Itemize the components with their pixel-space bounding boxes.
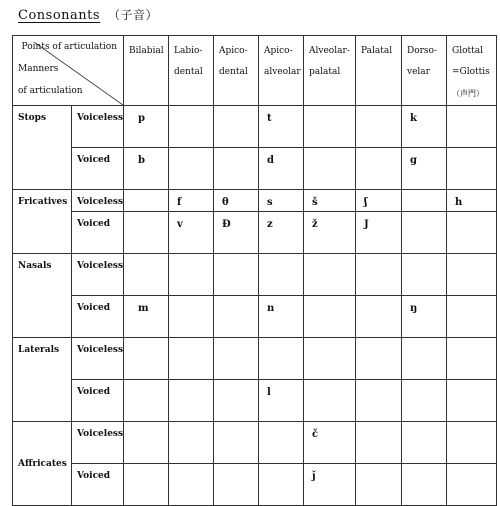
table-row	[13, 254, 497, 296]
page-title	[18, 6, 158, 23]
column-header	[304, 36, 356, 106]
symbol-cell	[447, 212, 497, 254]
symbol-cell	[124, 422, 169, 464]
manner-label: Nasals	[13, 254, 72, 338]
column-header-line3: （声門）	[452, 89, 484, 98]
symbol-cell: t	[259, 106, 304, 148]
column-header-line2: palatal	[309, 67, 341, 77]
column-header-line1: Alveolar-	[309, 46, 350, 56]
voiceless-label: Voiceless	[72, 190, 124, 212]
column-header-line1: Labio-	[174, 46, 203, 56]
symbol-cell	[124, 212, 169, 254]
symbol-cell	[356, 148, 402, 190]
symbol-cell	[447, 148, 497, 190]
symbol-cell	[402, 422, 447, 464]
table-row	[13, 338, 497, 380]
symbol-cell	[356, 338, 402, 380]
symbol-cell	[402, 464, 447, 506]
symbol-cell	[124, 190, 169, 212]
symbol-cell: h	[447, 190, 497, 212]
symbol-cell	[214, 106, 259, 148]
table-row	[13, 212, 497, 254]
symbol-cell	[169, 296, 214, 338]
manners-label: Manners	[18, 64, 59, 74]
symbol-cell	[169, 106, 214, 148]
column-header	[356, 36, 402, 106]
symbol-cell: d	[259, 148, 304, 190]
column-header-line2: dental	[174, 67, 203, 77]
symbol-cell: Đ	[214, 212, 259, 254]
column-header	[402, 36, 447, 106]
symbol-cell	[304, 380, 356, 422]
voiceless-label: Voiceless	[72, 422, 124, 464]
symbol-cell: č	[304, 422, 356, 464]
symbol-cell	[402, 190, 447, 212]
symbol-cell	[402, 380, 447, 422]
symbol-cell: ž	[304, 212, 356, 254]
symbol-cell	[304, 148, 356, 190]
symbol-cell	[402, 338, 447, 380]
voiced-label: Voiced	[72, 148, 124, 190]
symbol-cell	[447, 380, 497, 422]
symbol-cell	[214, 338, 259, 380]
symbol-cell: g	[402, 148, 447, 190]
header-row	[13, 36, 497, 106]
symbol-cell	[259, 254, 304, 296]
symbol-cell: z	[259, 212, 304, 254]
symbol-cell	[447, 296, 497, 338]
table-row	[13, 422, 497, 464]
symbol-cell	[169, 380, 214, 422]
column-header	[169, 36, 214, 106]
symbol-cell: ŋ	[402, 296, 447, 338]
symbol-cell: J	[356, 212, 402, 254]
voiced-label: Voiced	[72, 380, 124, 422]
symbol-cell	[356, 380, 402, 422]
symbol-cell	[447, 338, 497, 380]
symbol-cell	[169, 422, 214, 464]
corner-cell	[13, 36, 124, 106]
manner-label: Fricatives	[13, 190, 72, 254]
column-header-line2: =Glottis	[452, 67, 490, 77]
symbol-cell	[356, 296, 402, 338]
symbol-cell	[259, 422, 304, 464]
voiceless-label: Voiceless	[72, 106, 124, 148]
symbol-cell	[214, 464, 259, 506]
column-header-line1: Bilabial	[129, 46, 164, 56]
column-header-line1: Apico-	[264, 46, 293, 56]
symbol-cell: f	[169, 190, 214, 212]
symbol-cell	[169, 338, 214, 380]
column-header	[124, 36, 169, 106]
symbol-cell: m	[124, 296, 169, 338]
symbol-cell	[447, 106, 497, 148]
symbol-cell	[259, 464, 304, 506]
manner-label: Stops	[13, 106, 72, 190]
voiceless-label: Voiceless	[72, 254, 124, 296]
title-english: Consonants	[18, 8, 101, 23]
symbol-cell	[124, 338, 169, 380]
symbol-cell	[447, 254, 497, 296]
table-row	[13, 464, 497, 506]
table-row	[13, 380, 497, 422]
manner-label: Laterals	[13, 338, 72, 422]
symbol-cell: s	[259, 190, 304, 212]
manner-label: Affricates	[13, 422, 72, 506]
symbol-cell	[169, 254, 214, 296]
symbol-cell: ʃ	[356, 190, 402, 212]
table-row	[13, 148, 497, 190]
symbol-cell	[447, 422, 497, 464]
symbol-cell	[124, 380, 169, 422]
column-header-line2: dental	[219, 67, 248, 77]
symbol-cell	[356, 464, 402, 506]
symbol-cell: v	[169, 212, 214, 254]
symbol-cell	[214, 148, 259, 190]
symbol-cell: k	[402, 106, 447, 148]
symbol-cell	[124, 254, 169, 296]
column-header-line1: Apico-	[219, 46, 248, 56]
symbol-cell: l	[259, 380, 304, 422]
table-row	[13, 190, 497, 212]
points-of-articulation-label: Points of articulation	[21, 42, 117, 52]
symbol-cell	[304, 254, 356, 296]
symbol-cell	[356, 422, 402, 464]
symbol-cell: b	[124, 148, 169, 190]
column-header	[214, 36, 259, 106]
symbol-cell	[214, 380, 259, 422]
table-row	[13, 106, 497, 148]
symbol-cell	[169, 464, 214, 506]
column-header-line2: velar	[407, 67, 430, 77]
symbol-cell	[259, 338, 304, 380]
symbol-cell	[402, 254, 447, 296]
symbol-cell	[214, 422, 259, 464]
column-header-line1: Palatal	[361, 46, 393, 56]
symbol-cell	[124, 464, 169, 506]
symbol-cell: n	[259, 296, 304, 338]
symbol-cell	[356, 106, 402, 148]
column-header-line1: Dorso-	[407, 46, 438, 56]
voiced-label: Voiced	[72, 296, 124, 338]
symbol-cell: ǰ	[304, 464, 356, 506]
of-articulation-label: of articulation	[18, 86, 83, 96]
symbol-cell	[304, 106, 356, 148]
title-chinese: （子音）	[108, 8, 159, 22]
column-header	[447, 36, 497, 106]
column-header-line2: alveolar	[264, 67, 301, 77]
symbol-cell: p	[124, 106, 169, 148]
symbol-cell	[169, 148, 214, 190]
table-row	[13, 296, 497, 338]
symbol-cell	[214, 296, 259, 338]
voiceless-label: Voiceless	[72, 338, 124, 380]
symbol-cell	[304, 338, 356, 380]
column-header-line1: Glottal	[452, 46, 483, 56]
voiced-label: Voiced	[72, 464, 124, 506]
symbol-cell	[447, 464, 497, 506]
symbol-cell	[356, 254, 402, 296]
symbol-cell: š	[304, 190, 356, 212]
voiced-label: Voiced	[72, 212, 124, 254]
symbol-cell	[304, 296, 356, 338]
consonant-table	[12, 35, 497, 506]
symbol-cell: θ	[214, 190, 259, 212]
column-header	[259, 36, 304, 106]
symbol-cell	[402, 212, 447, 254]
symbol-cell	[214, 254, 259, 296]
